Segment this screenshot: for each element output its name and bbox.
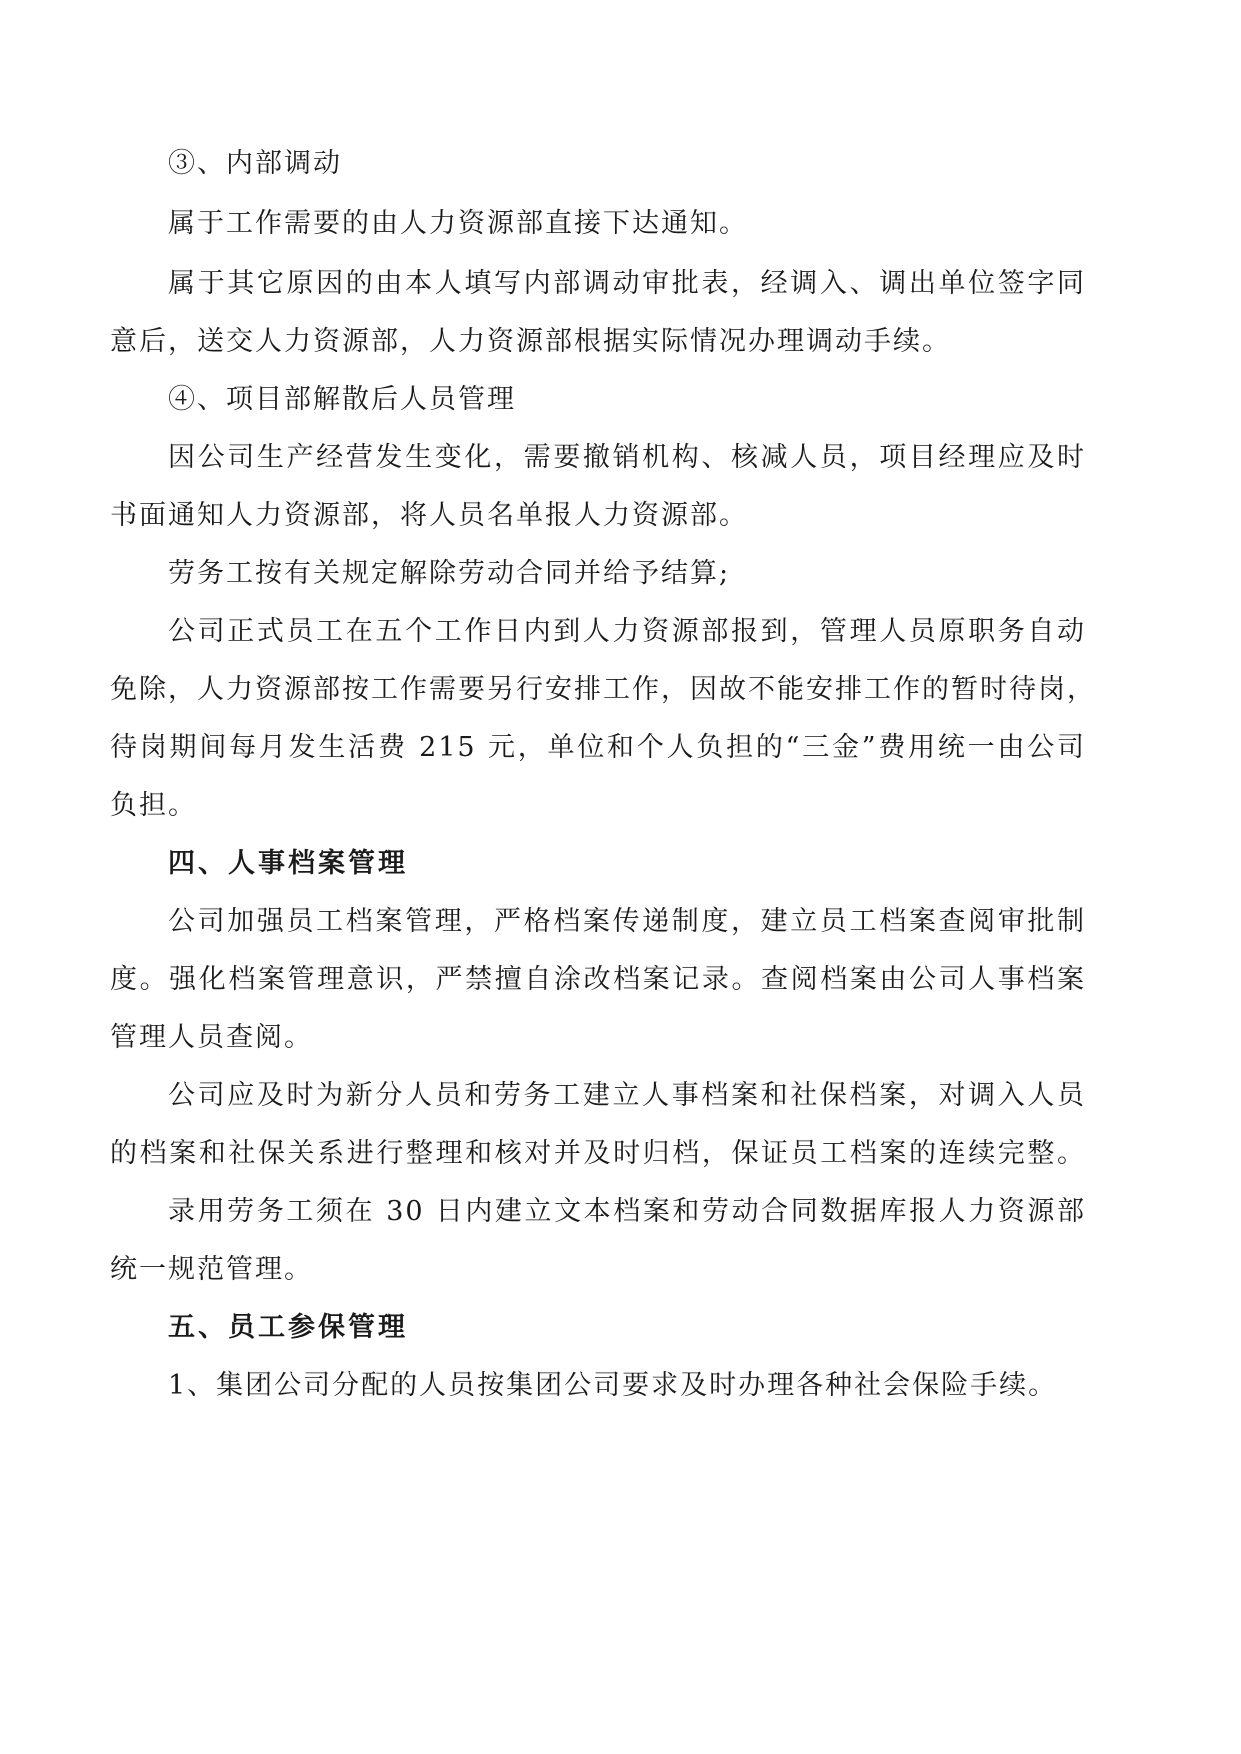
paragraph-line: 公司正式员工在五个工作日内到人力资源部报到，管理人员原职务自动 — [168, 616, 1086, 647]
section-heading-personnel-files: 四、人事档案管理 — [168, 848, 408, 879]
subsection-title-project-dissolution: ④、项目部解散后人员管理 — [168, 384, 516, 415]
paragraph-line: 录用劳务工须在 30 日内建立文本档案和劳动合同数据库报人力资源部 — [168, 1196, 1086, 1227]
section-heading-social-insurance: 五、员工参保管理 — [168, 1312, 408, 1343]
paragraph-line: 负担。 — [110, 790, 197, 821]
paragraph-line: 度。强化档案管理意识，严禁擅自涂改档案记录。查阅档案由公司人事档案 — [110, 964, 1086, 995]
paragraph-line: 免除，人力资源部按工作需要另行安排工作，因故不能安排工作的暂时待岗， — [110, 674, 1096, 705]
paragraph-line: 因公司生产经营发生变化，需要撤销机构、核减人员，项目经理应及时 — [168, 442, 1086, 473]
paragraph-line: 劳务工按有关规定解除劳动合同并给予结算; — [168, 558, 731, 589]
list-item: 1、集团公司分配的人员按集团公司要求及时办理各种社会保险手续。 — [168, 1370, 1058, 1401]
paragraph-line: 公司应及时为新分人员和劳务工建立人事档案和社保档案，对调入人员 — [168, 1080, 1086, 1111]
paragraph-line: 待岗期间每月发生活费 215 元，单位和个人负担的“三金”费用统一由公司 — [110, 732, 1086, 763]
paragraph-line: 意后，送交人力资源部，人力资源部根据实际情况办理调动手续。 — [110, 326, 951, 357]
paragraph-line: 书面通知人力资源部，将人员名单报人力资源部。 — [110, 500, 748, 531]
paragraph-line: 属于工作需要的由人力资源部直接下达通知。 — [168, 208, 748, 239]
paragraph-line: 公司加强员工档案管理，严格档案传递制度，建立员工档案查阅审批制 — [168, 906, 1086, 937]
paragraph-line: 的档案和社保关系进行整理和核对并及时归档，保证员工档案的连续完整。 — [110, 1138, 1086, 1169]
paragraph-line: 属于其它原因的由本人填写内部调动审批表，经调入、调出单位签字同 — [168, 268, 1086, 299]
paragraph-line: 统一规范管理。 — [110, 1254, 313, 1285]
paragraph-line: 管理人员查阅。 — [110, 1022, 313, 1053]
subsection-title-internal-transfer: ③、内部调动 — [168, 148, 342, 179]
